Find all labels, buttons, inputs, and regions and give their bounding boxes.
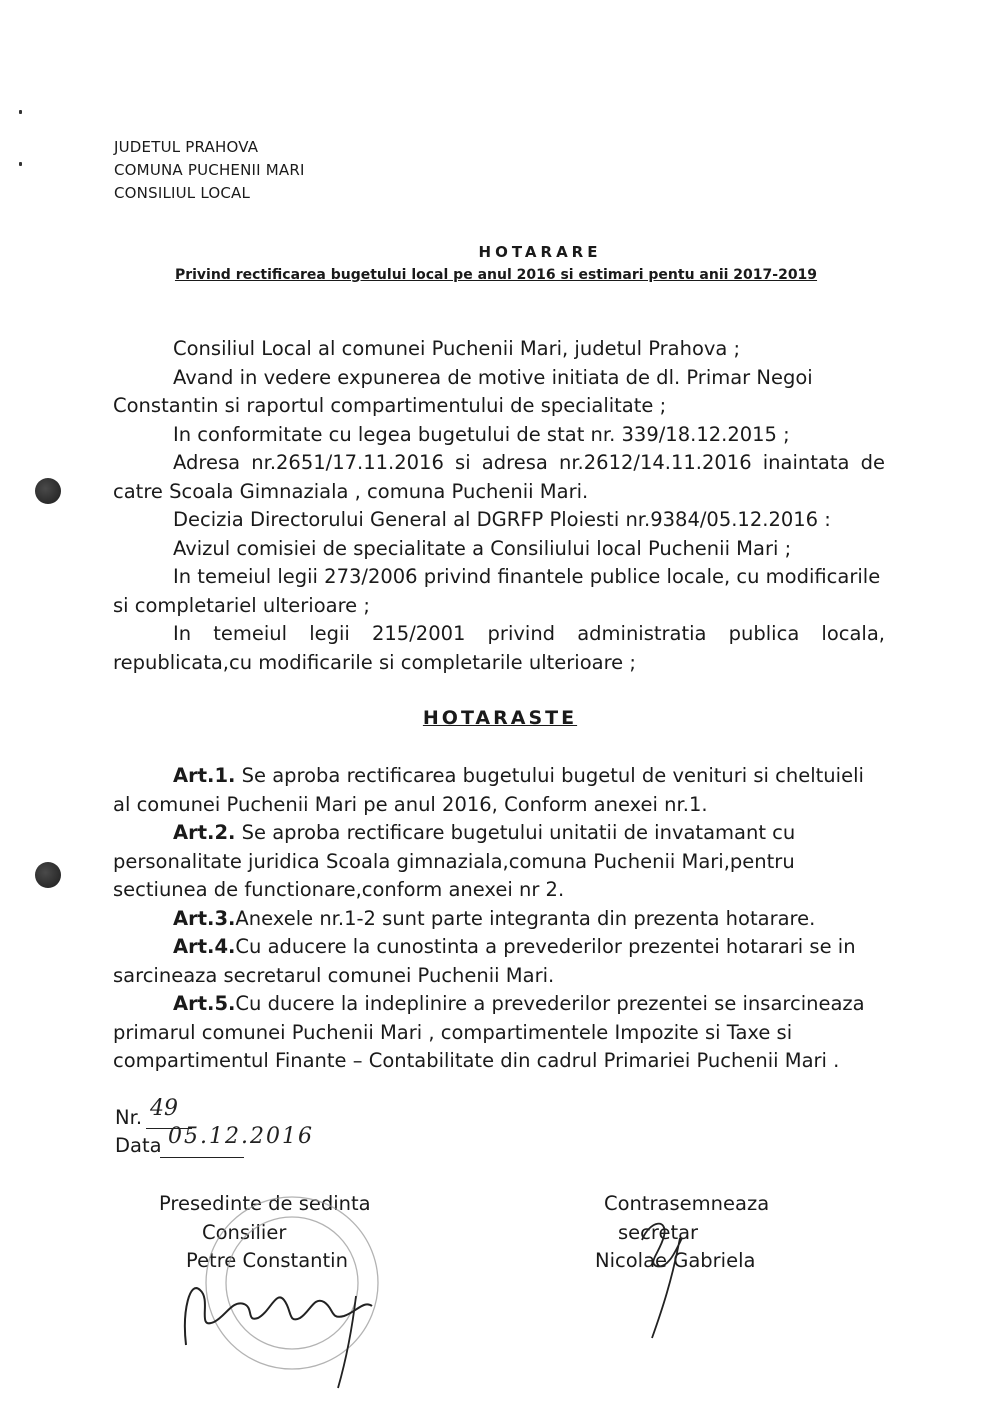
article-line: personalitate juridica Scoala gimnaziala,comuna Puchenii Mari,pentru [113,850,795,873]
preamble-line: catre Scoala Gimnaziala , comuna Puchenii Mari. [113,480,589,503]
article-label: Art.1. [173,764,236,787]
section-heading-hotaraste: HOTARASTE [422,707,578,729]
preamble-line: In temeiul legii 215/2001 privind administratia publica locala, [173,622,885,645]
article-text: Cu aducere la cunostinta a prevederilor prezentei hotarari se in [235,935,856,958]
preamble-line: Adresa nr.2651/17.11.2016 si adresa nr.2612/14.11.2016 inaintata de [173,451,885,474]
preamble-line: In conformitate cu legea bugetului de stat nr. 339/18.12.2015 ; [173,423,790,446]
article-label: Art.3. [173,907,236,930]
signature-left-role: Presedinte de sedinta [159,1192,371,1215]
preamble-line: Avand in vedere expunerea de motive initiata de dl. Primar Negoi [173,366,813,389]
signature-right-title: secretar [618,1221,699,1244]
header-commune: COMUNA PUCHENII MARI [114,161,305,179]
article-line: sarcineaza secretarul comunei Puchenii Mari. [113,964,555,987]
registry-date-value: 05.12.2016 [168,1124,314,1149]
header-council: CONSILIUL LOCAL [114,184,251,202]
preamble-line: In temeiul legii 273/2006 privind finantele publice locale, cu modificarile [173,565,881,588]
signature-right-name: Nicolae Gabriela [595,1249,756,1272]
secretary-signature [642,1224,682,1338]
article-line: primarul comunei Puchenii Mari , compartimentele Impozite si Taxe si [113,1021,793,1044]
article-text: Se aproba rectificarea bugetului bugetul de venituri si cheltuieli [235,764,864,787]
signature-left-title: Consilier [202,1221,287,1244]
document-subtitle: Privind rectificarea bugetului local pe anul 2016 si estimari pentu anii 2017-2019 [174,267,818,283]
article-text: Cu ducere la indeplinire a prevederilor prezentei se insarcineaza [235,992,865,1015]
preamble-line: republicata,cu modificarile si completarile ulterioare ; [113,651,636,674]
preamble-line: Decizia Directorului General al DGRFP Ploiesti nr.9384/05.12.2016 : [173,508,831,531]
preamble-line: si completariel ulterioare ; [113,594,370,617]
president-signature-tail [338,1296,356,1388]
round-stamp [206,1197,378,1369]
article-text: Anexele nr.1-2 sunt parte integranta din prezenta hotarare. [235,907,816,930]
preamble-line: Constantin si raportul compartimentului de specialitate ; [113,394,667,417]
registry-nr-value: 49 [150,1096,178,1121]
preamble-line: Consiliul Local al comunei Puchenii Mari, judetul Prahova ; [173,337,741,360]
registry-nr-label: Nr. [115,1106,143,1129]
registry-date-label: Data [115,1134,162,1157]
signature-right-role: Contrasemneaza [604,1192,770,1215]
preamble-line: Avizul comisiei de specialitate a Consiliului local Puchenii Mari ; [173,537,792,560]
document-title: HOTARARE [478,243,602,261]
article-line: al comunei Puchenii Mari pe anul 2016, Conform anexei nr.1. [113,793,708,816]
article-text: Se aproba rectificare bugetului unitatii de invatamant cu [235,821,796,844]
article-line: sectiunea de functionare,conform anexei nr 2. [113,878,565,901]
header-county: JUDETUL PRAHOVA [114,138,259,156]
article-label: Art.2. [173,821,236,844]
article-label: Art.5. [173,992,236,1015]
article-line: compartimentul Finante – Contabilitate din cadrul Primariei Puchenii Mari . [113,1049,840,1072]
signature-left-name: Petre Constantin [186,1249,348,1272]
article-label: Art.4. [173,935,236,958]
